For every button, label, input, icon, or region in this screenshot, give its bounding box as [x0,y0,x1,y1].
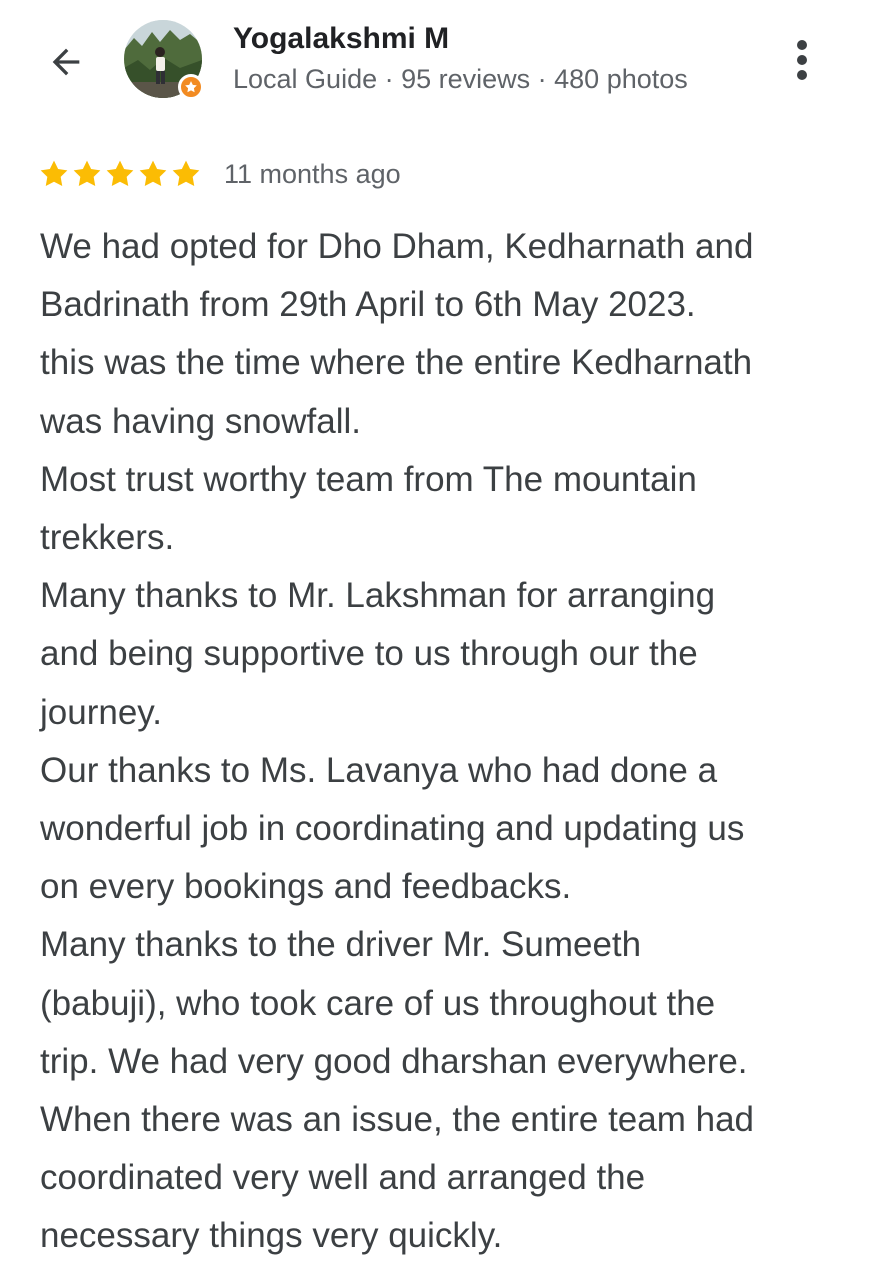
review-text [40,218,840,1266]
review-line: wonderful job in coordinating and updating us [40,809,745,849]
star-icon [71,158,103,190]
reviewer-avatar-container [124,20,206,102]
review-line: Badrinath from 29th April to 6th May 2023. [40,285,696,325]
star-icon [104,158,136,190]
review-line: Most trust worthy team from The mountain [40,459,697,499]
star-icon [137,158,169,190]
more-vert-icon [795,38,809,82]
review-line: journey. [40,692,162,732]
local-guide-star-icon [184,80,198,94]
reviewer-name[interactable]: Yogalakshmi M [233,22,450,55]
reviewer-meta: Local Guide · 95 reviews · 480 photos [233,64,688,94]
star-icon [38,158,70,190]
review-header [0,0,869,130]
review-line: on every bookings and feedbacks. [40,867,572,907]
review-line: Many thanks to the driver Mr. Sumeeth [40,925,642,965]
back-button[interactable] [40,36,92,88]
review-time: 11 months ago [224,158,401,189]
review-line: Many thanks to Mr. Lakshman for arranging [40,576,716,616]
review-line: this was the time where the entire Kedharnath [40,343,753,383]
review-line: was having snowfall. [40,401,361,441]
review-line: Our thanks to Ms. Lavanya who had done a [40,750,718,790]
review-line: We had opted for Dho Dham, Kedharnath and [40,227,754,266]
arrow-back-icon [46,42,86,82]
review-line: When there was an issue, the entire team had [40,1100,755,1140]
review-line: trip. We had very good dharshan everywhere. [40,1041,748,1081]
review-line: trekkers. [40,518,175,558]
review-line: necessary things very quickly. [40,1216,503,1256]
more-options-button[interactable] [778,36,826,84]
rating-row [38,154,401,194]
star-icon [170,158,202,190]
review-line: and being supportive to us through our the [40,634,698,674]
local-guide-badge [178,74,204,100]
star-rating [38,158,202,190]
review-line: (babuji), who took care of us throughout the [40,983,716,1023]
review-line: coordinated very well and arranged the [40,1158,646,1198]
